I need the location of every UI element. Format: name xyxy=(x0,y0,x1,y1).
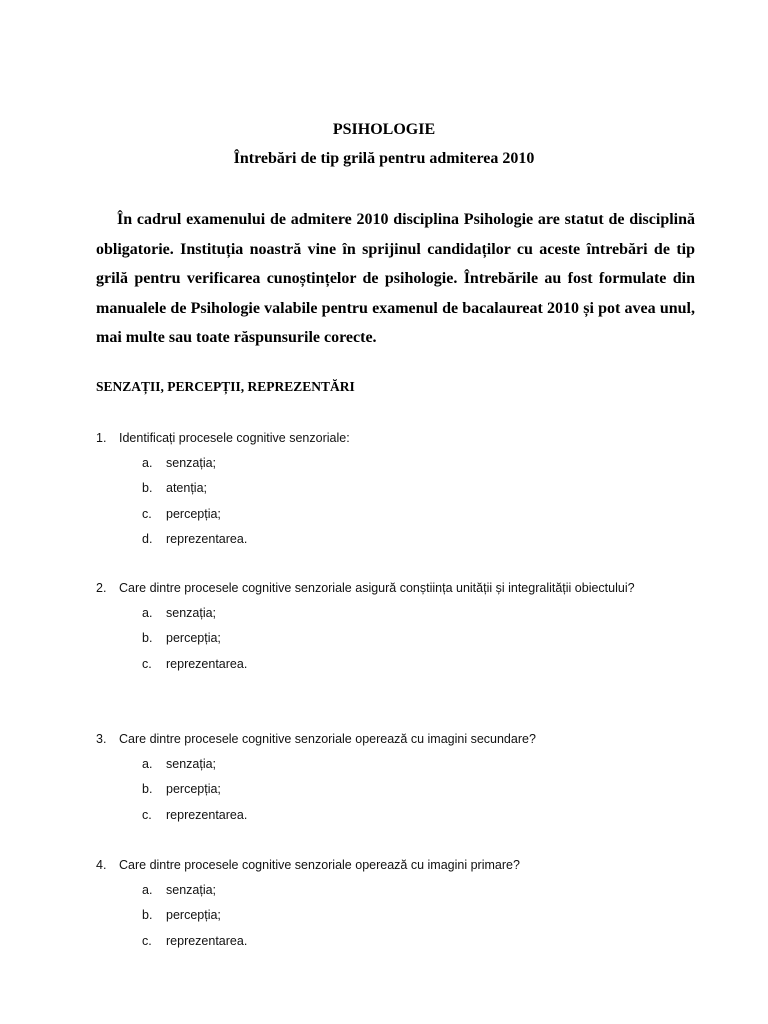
question-text: Care dintre procesele cognitive senzoriale operează cu imagini secundare? xyxy=(119,732,536,746)
section-heading: SENZAȚII, PERCEPȚII, REPREZENTĂRI xyxy=(96,379,355,394)
option-letter: c. xyxy=(142,656,152,671)
question-1 xyxy=(96,426,696,552)
option-text: senzația; xyxy=(166,757,217,771)
option-text: percepția; xyxy=(166,782,221,797)
option-letter: d. xyxy=(142,531,153,546)
option-letter: c. xyxy=(142,933,152,948)
option-letter: a. xyxy=(142,456,153,470)
question-text: Care dintre procesele cognitive senzoriale asigură conștiința unității și integralității obiectului? xyxy=(119,581,635,595)
document-title: PSIHOLOGIE xyxy=(332,121,436,138)
question-text: Identificați procesele cognitive senzoriale: xyxy=(119,431,350,445)
question-3 xyxy=(96,727,696,828)
options-list xyxy=(96,752,696,828)
option-item xyxy=(96,652,696,677)
document-subtitle: Întrebări de tip grilă pentru admiterea 2010 xyxy=(233,150,535,167)
option-text: reprezentarea. xyxy=(166,933,248,948)
option-letter: b. xyxy=(142,908,153,923)
options-list xyxy=(96,878,696,954)
option-letter: a. xyxy=(142,606,153,620)
option-item xyxy=(96,903,696,928)
options-list xyxy=(96,601,696,677)
question-number: 2. xyxy=(96,581,107,595)
question-4 xyxy=(96,853,696,954)
option-text: senzația; xyxy=(166,883,217,897)
option-text: atenția; xyxy=(166,481,208,496)
intro-paragraph: În cadrul examenului de admitere 2010 disciplina Psihologie are statut de disciplină obligatorie. Instituția noastră vine în sprijinul candidaților cu aceste întrebări de tip grilă pentru verificarea cunoștințelor de psihologie. Întrebările au fost formulate din manualele de Psihologie valabile pentru examenul de bacalaureat 2010 și pot avea unul, mai multe sau toate răspunsurile corecte. xyxy=(96,211,695,346)
option-item xyxy=(96,752,696,777)
question-number: 3. xyxy=(96,732,107,746)
option-text: reprezentarea. xyxy=(166,807,248,822)
option-text: senzația; xyxy=(166,606,217,620)
option-letter: a. xyxy=(142,883,153,897)
question-2 xyxy=(96,576,696,677)
option-item xyxy=(96,803,696,828)
option-letter: a. xyxy=(142,757,153,771)
question-number: 1. xyxy=(96,431,107,445)
option-text: percepția; xyxy=(166,631,221,646)
option-letter: c. xyxy=(142,506,152,521)
option-letter: b. xyxy=(142,481,153,496)
option-item xyxy=(96,527,696,552)
option-item xyxy=(96,878,696,903)
option-item xyxy=(96,476,696,501)
option-item xyxy=(96,451,696,476)
option-item xyxy=(96,626,696,651)
question-text: Care dintre procesele cognitive senzoriale operează cu imagini primare? xyxy=(119,858,520,872)
option-item xyxy=(96,502,696,527)
option-text: percepția; xyxy=(166,506,221,521)
option-letter: c. xyxy=(142,807,152,822)
option-letter: b. xyxy=(142,782,153,797)
option-text: reprezentarea. xyxy=(166,656,248,671)
option-text: reprezentarea. xyxy=(166,531,248,546)
question-number: 4. xyxy=(96,858,107,872)
options-list xyxy=(96,451,696,552)
option-letter: b. xyxy=(142,631,153,646)
option-text: percepția; xyxy=(166,908,221,923)
option-text: senzația; xyxy=(166,456,217,470)
option-item xyxy=(96,601,696,626)
option-item xyxy=(96,929,696,954)
option-item xyxy=(96,777,696,802)
